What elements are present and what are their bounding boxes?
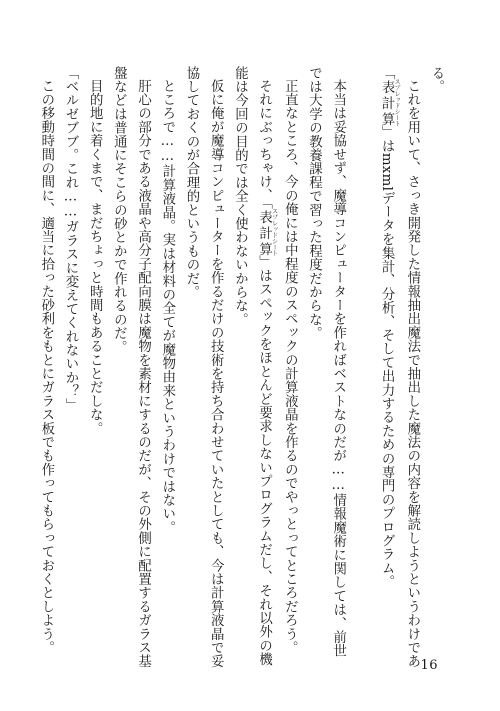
text-run: データを集計、分析、そして出力するための専門のプログラム。 xyxy=(379,191,395,589)
text-run: それにぶっちゃけ、「 xyxy=(256,79,272,210)
text-run: この移動時間の間に、適当に拾った砂利をもとにガラス板でも作ってもらっておくとしよう。 xyxy=(38,79,54,655)
text-run: ところで……計算液晶。実は材料の全てが魔物由来というわけではない。 xyxy=(159,79,175,535)
paragraph-1 xyxy=(400,66,424,669)
paragraph-10 xyxy=(155,66,179,626)
ruby-reading: スプレッドシート xyxy=(393,78,401,127)
dialogue-line: 「ベルゼブブ。これ……ガラスに変えてくれないか？」 xyxy=(62,66,78,412)
text-run: 本当は妥協せず、魔導コンピューターを作ればベストなのだが……情報魔術に関しては、前世 xyxy=(330,79,346,658)
text-run: 」は xyxy=(379,125,395,153)
paragraph-11 xyxy=(130,66,154,669)
text-run: これを用いて、さっき開発した情報抽出魔法で抽出した魔法の内容を解読しようというわけであ xyxy=(404,79,420,669)
text-run: 」はスペックをほとんど要求しないプログラムだし、それ以外の機 xyxy=(256,255,272,667)
ruby-term: 表計算 スプレッドシート xyxy=(256,208,278,257)
text-run: る。 xyxy=(429,66,444,94)
text-run: 肝心の部分である液晶や高分子配向膜は魔物を素材にするのだが、その外側に配置するガラス基 xyxy=(135,79,151,669)
text-run: 能は今回の目的では全く使わないからな。 xyxy=(232,66,248,327)
paragraph-3 xyxy=(326,66,350,658)
paragraph-5 xyxy=(277,66,301,655)
text-run: 仮に俺が魔導コンピューターを作るだけの技術を持ち合わせていたとしても、今は計算液晶で妥 xyxy=(208,79,224,669)
paragraph-13 xyxy=(82,66,106,626)
paragraph-0 xyxy=(424,66,448,626)
paragraph-7 xyxy=(227,66,251,626)
text-run: 協しておくのが合理的というものだ。 xyxy=(183,66,199,299)
text-run: 「 xyxy=(379,66,395,80)
text-run: 盤などは普通にそこらの砂とかで作れるのだ。 xyxy=(111,66,127,354)
paragraph-6 xyxy=(251,66,278,667)
page-number: 16 xyxy=(420,658,438,673)
paragraph-4 xyxy=(301,66,325,626)
paragraph-2 xyxy=(374,66,400,626)
paragraph-9 xyxy=(179,66,203,626)
paragraph-8 xyxy=(203,66,227,669)
paragraph-14 xyxy=(58,66,82,626)
paragraph-12 xyxy=(106,66,130,626)
text-run: 正直なところ、今の俺には中程度のスペックの計算液晶を作るのでやっとってところだろう。 xyxy=(282,79,298,655)
text-run: 目的地に着くまで、まだちょっと時間もあることだしな。 xyxy=(87,79,103,436)
text-run: では大学の教養課程で習った程度だからな。 xyxy=(306,66,322,340)
latin-term: mxml xyxy=(379,152,395,192)
paragraph-15 xyxy=(34,66,58,655)
ruby-reading: スプレッドシート xyxy=(270,208,278,257)
ruby-term: 表計算 スプレッドシート xyxy=(379,78,401,127)
